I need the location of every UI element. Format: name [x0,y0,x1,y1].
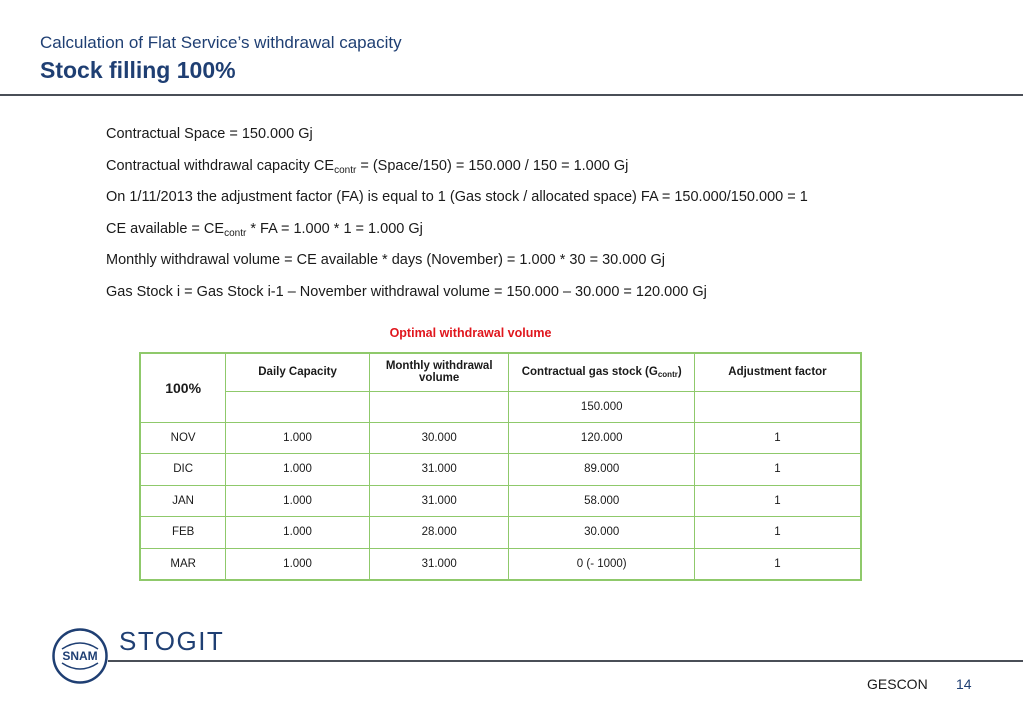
daily-cell: 1.000 [226,517,370,549]
month-cell: DIC [140,454,226,486]
daily-cell: 1.000 [226,485,370,517]
stock-cell: 89.000 [509,454,694,486]
stock-cell: 58.000 [509,485,694,517]
header-contractual-stock: Contractual gas stock $(G_{contr})$ [509,353,694,391]
calculation-text [106,125,808,314]
month-cell: JAN [140,485,226,517]
factor-cell: 1 [694,548,861,580]
brand-name: STOGIT [119,626,225,656]
slide-title: Stock filling 100% [40,57,236,83]
line-monthly-volume: Monthly withdrawal volume = CE available * days (November) = 1.000 * 30 = 30.000 Gj [106,252,665,268]
factor-cell: 1 [694,422,861,454]
table-cell [694,391,861,422]
line-adjustment-factor: On 1/11/2013 the adjustment factor (FA) is equal to 1 (Gas stock / allocated space) FA = 150.000/150.000 = 1 [106,189,808,205]
daily-cell: 1.000 [226,422,370,454]
footer-label: GESCON [867,676,928,692]
header-daily-capacity: Daily Capacity [226,353,370,391]
slide-header [40,33,402,84]
table-row [140,517,861,549]
factor-cell: 1 [694,454,861,486]
table-row [140,548,861,580]
monthly-cell: 31.000 [369,485,509,517]
table-cell [369,391,509,422]
table-cell [226,391,370,422]
monthly-cell: 31.000 [369,548,509,580]
table-corner-label: 100% [140,353,226,422]
daily-cell: 1.000 [226,454,370,486]
daily-cell: 1.000 [226,548,370,580]
logo-wordmark: SNAM [62,649,98,663]
table-caption: Optimal withdrawal volume [389,326,552,340]
factor-cell: 1 [694,517,861,549]
stock-cell: 120.000 [509,422,694,454]
header-monthly-volume: Monthly withdrawal volume [369,353,509,391]
stock-cell: 30.000 [509,517,694,549]
table-row [140,454,861,486]
table-header-row [140,353,861,391]
snam-logo-icon [52,628,108,684]
line-ce-available: CE available = $CE_{contr}$ * FA = 1.000 * 1 = 1.000 Gj [106,220,423,239]
monthly-cell: 31.000 [369,454,509,486]
line-withdrawal-capacity: Contractual withdrawal capacity $CE_{contr}$ = (Space/150) = 150.000 / 150 = 1.000 Gj [106,157,629,176]
month-cell: NOV [140,422,226,454]
page-number: 14 [956,676,972,692]
withdrawal-table [139,352,862,581]
table-row [140,422,861,454]
start-stock-cell: 150.000 [509,391,694,422]
footer-divider [108,660,1023,662]
monthly-cell: 28.000 [369,517,509,549]
header-divider [0,94,1023,96]
stock-cell: 0 (- 1000) [509,548,694,580]
table-row [140,485,861,517]
line-contractual-space: Contractual Space = 150.000 Gj [106,126,313,142]
header-adjustment-factor: Adjustment factor [694,353,861,391]
monthly-cell: 30.000 [369,422,509,454]
slide-subtitle: Calculation of Flat Service’s withdrawal capacity [40,33,402,52]
month-cell: MAR [140,548,226,580]
factor-cell: 1 [694,485,861,517]
month-cell: FEB [140,517,226,549]
line-gas-stock: Gas Stock i = Gas Stock i-1 – November withdrawal volume = 150.000 – 30.000 = 120.000 Gj [106,283,707,300]
table-start-row [140,391,861,422]
